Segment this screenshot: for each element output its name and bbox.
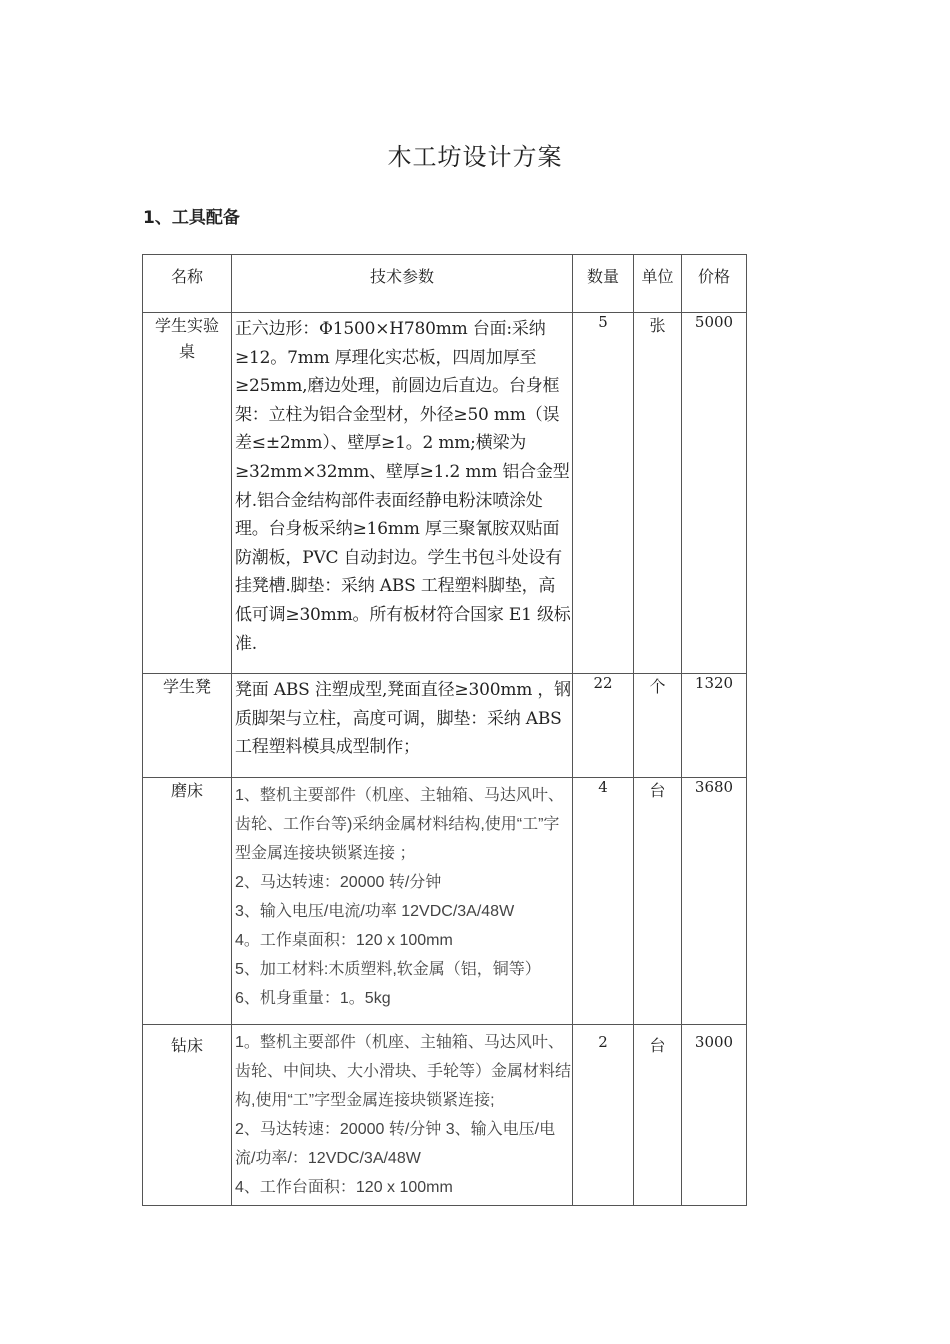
cell-spec: 正六边形：Φ1500×H780mm 台面:采纳≥12。7mm 厚理化实芯板，四周加厚至≥25mm,磨边处理，前圆边后直边。台身框架：立柱为铝合金型材，外径≥50 mm（误差≤±2mm）、壁厚≥1。2 mm;横梁为≥32mm×32mm、壁厚≥1.2 mm 铝合金型材.铝合金结构部件表面经静电粉沫喷涂处理。台身板采纳≥16mm 厚三聚氰胺双贴面防潮板，PVC 自动封边。学生书包斗处设有挂凳槽.脚垫：采纳 ABS 工程塑料脚垫，高低可调≥30mm。所有板材符合国家 E1 级标准. [232, 313, 573, 674]
cell-name: 学生实验 桌 [143, 313, 232, 674]
table-header-row [143, 255, 747, 313]
cell-name: 钻床 [143, 1025, 232, 1206]
header-spec: 技术参数 [232, 255, 573, 313]
cell-qty: 4 [573, 778, 634, 1025]
header-price: 价格 [682, 255, 747, 313]
cell-price: 5000 [682, 313, 747, 674]
table-row [143, 1025, 747, 1206]
cell-spec: 1、整机主要部件（机座、主轴箱、马达风叶、齿轮、工作台等)采纳金属材料结构,使用“工”字型金属连接块锁紧连接 ； 2、马达转速：20000 转/分钟 3、输入电压/电流/功率 12VDC/3A/48W 4。工作桌面积：120 x 100mm 5、加工材料:木质塑料,软金属（铝，铜等） 6、机身重量：1。5kg [232, 778, 573, 1025]
header-qty: 数量 [573, 255, 634, 313]
header-name: 名称 [143, 255, 232, 313]
page-title: 木工坊设计方案 [387, 143, 563, 171]
cell-unit: 台 [634, 1025, 682, 1206]
table-row [143, 778, 747, 1025]
table-row [143, 313, 747, 674]
cell-unit: 个 [634, 674, 682, 778]
section-heading: 1、工具配备 [143, 208, 240, 228]
cell-qty: 22 [573, 674, 634, 778]
cell-price: 1320 [682, 674, 747, 778]
cell-name: 学生凳 [143, 674, 232, 778]
cell-spec: 1。整机主要部件（机座、主轴箱、马达风叶、齿轮、中间块、大小滑块、手轮等）金属材料结构,使用“工”字型金属连接块锁紧连接; 2、马达转速：20000 转/分钟 3、输入电压/电流/功率/：12VDC/3A/48W 4、工作台面积：120 x 100mm [232, 1025, 573, 1206]
cell-unit: 张 [634, 313, 682, 674]
cell-qty: 2 [573, 1025, 634, 1206]
cell-price: 3680 [682, 778, 747, 1025]
cell-spec: 凳面 ABS 注塑成型,凳面直径≥300mm ，钢质脚架与立柱，高度可调，脚垫：采纳 ABS 工程塑料模具成型制作； [232, 674, 573, 778]
cell-price: 3000 [682, 1025, 747, 1206]
table-row [143, 674, 747, 778]
cell-unit: 台 [634, 778, 682, 1025]
tools-table [142, 254, 747, 1206]
cell-qty: 5 [573, 313, 634, 674]
header-unit: 单位 [634, 255, 682, 313]
cell-name: 磨床 [143, 778, 232, 1025]
